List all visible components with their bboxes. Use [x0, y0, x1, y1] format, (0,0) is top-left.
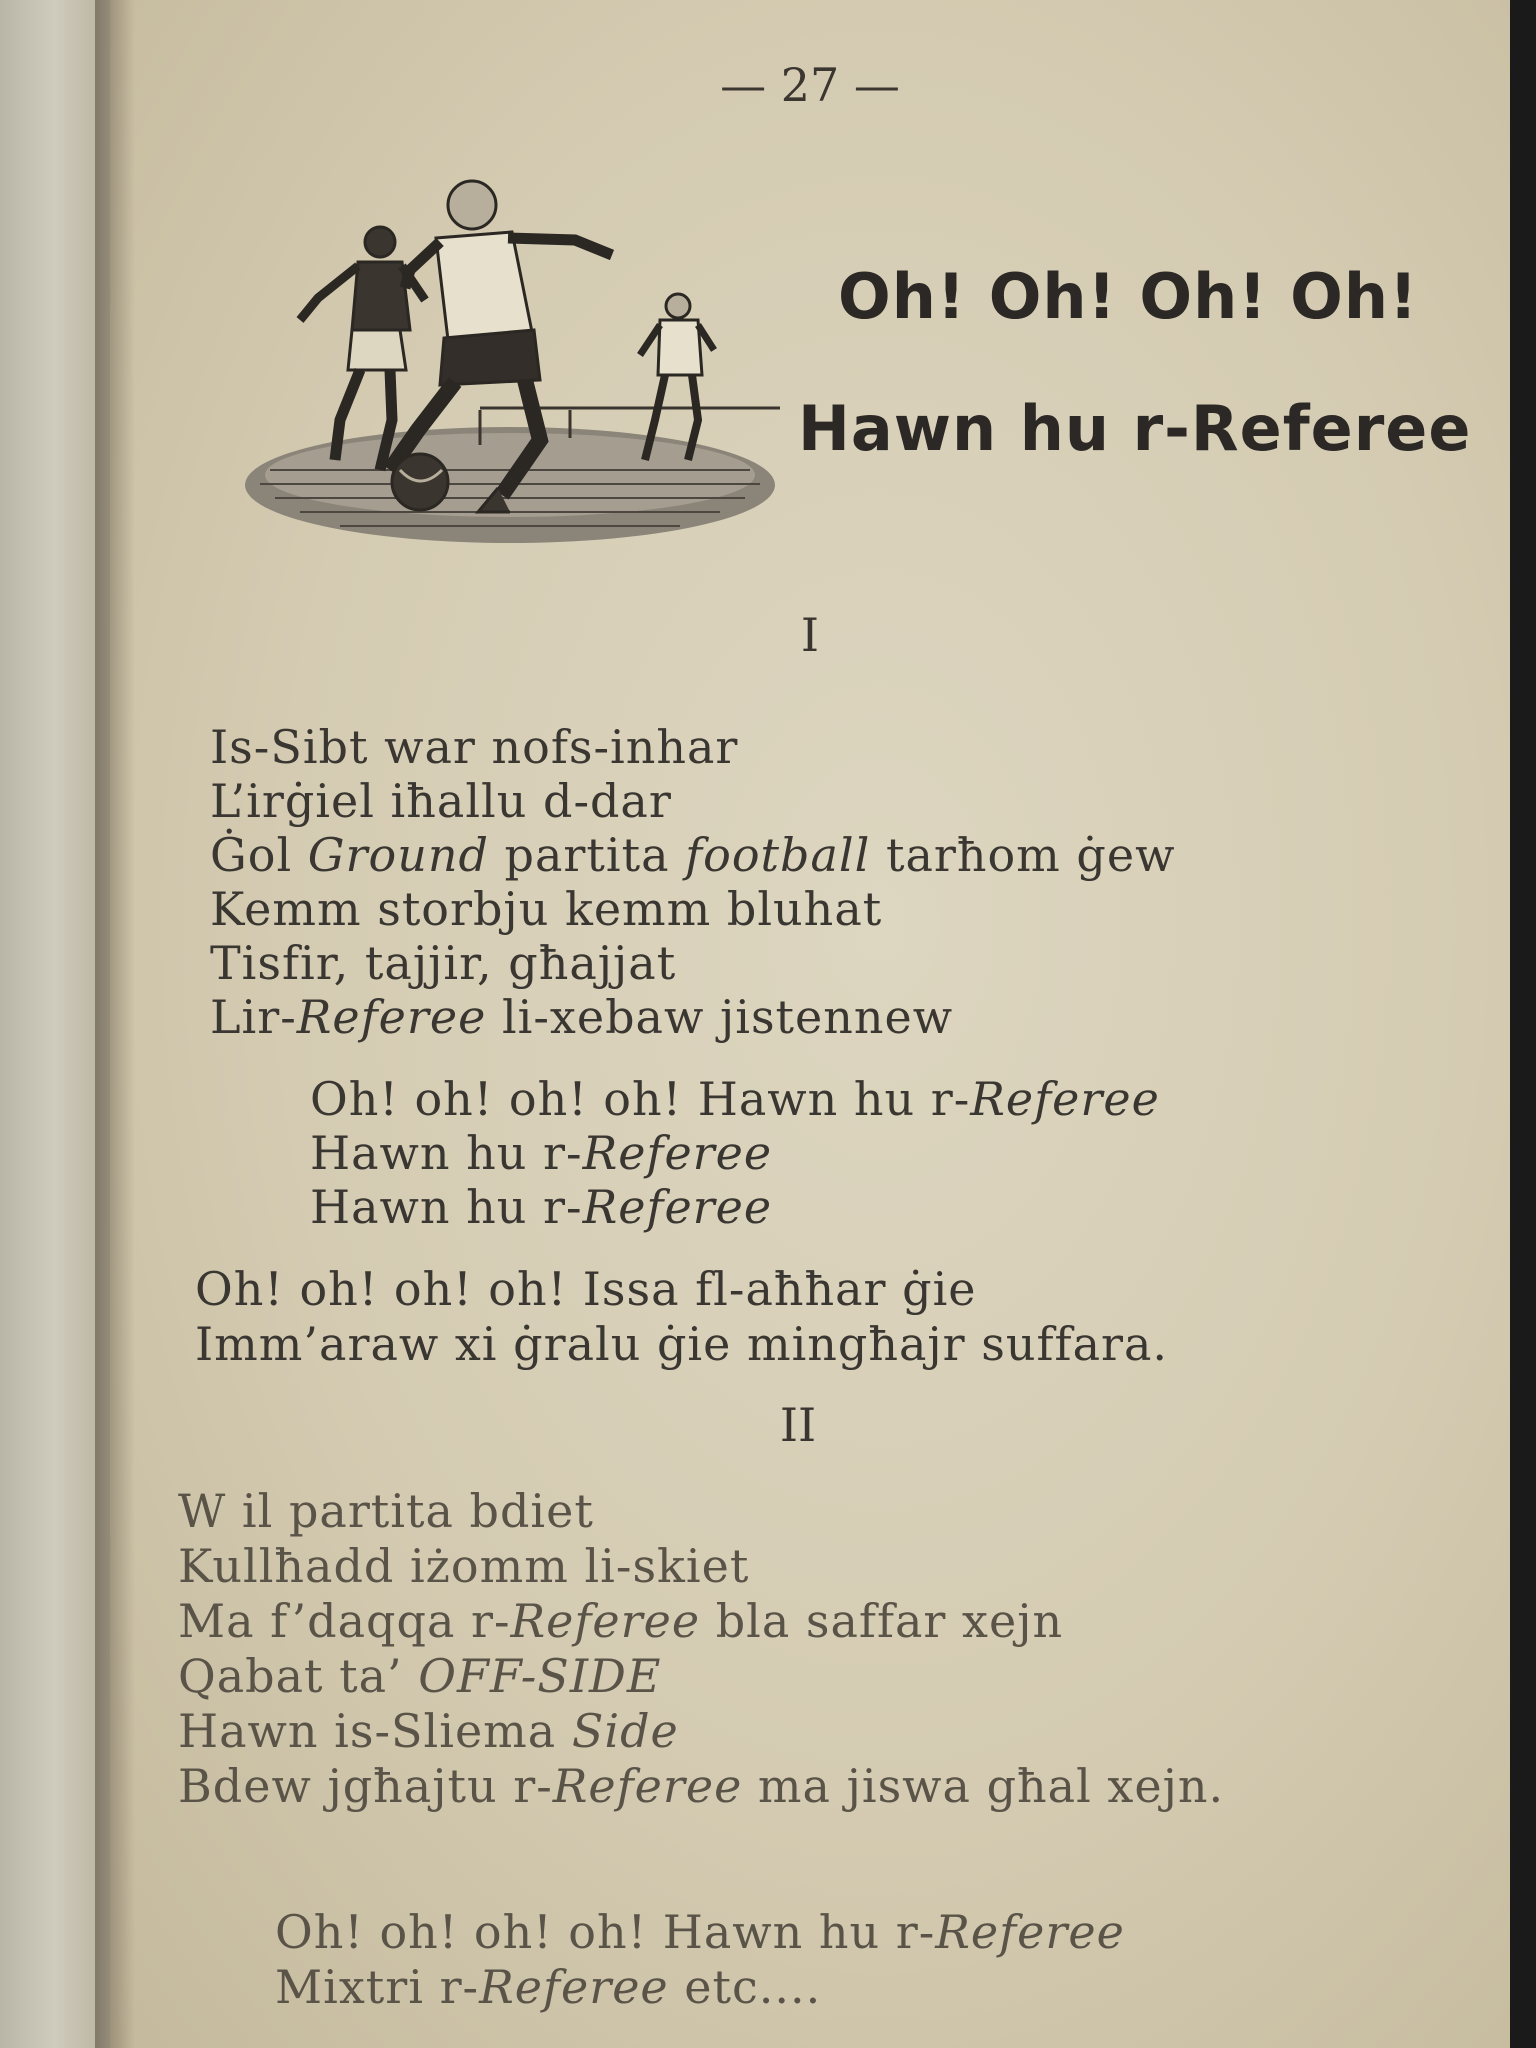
lyric-segment: Kullħadd iżomm li-skiet [178, 1539, 750, 1593]
lyric-italic-segment: Referee [296, 990, 487, 1044]
lyric-italic-segment: Referee [582, 1180, 773, 1234]
lyric-segment: Mixtri r- [275, 1960, 480, 2014]
lyric-italic-segment: OFF-SIDE [418, 1649, 662, 1703]
lyric-italic-segment: football [685, 828, 871, 882]
verse-numeral: II [779, 1398, 817, 1452]
lyric-line [210, 720, 738, 774]
lyric-line [310, 1180, 772, 1234]
lyric-line [210, 774, 672, 828]
lyric-line [195, 1262, 977, 1316]
lyric-segment: etc.... [668, 1960, 822, 2014]
lyric-segment: Ġol [210, 828, 308, 882]
lyric-line [195, 1317, 1168, 1371]
lyric-italic-segment: Side [571, 1704, 679, 1758]
lyric-segment: Tisfir, tajjir, għajjat [210, 936, 677, 990]
lyric-line [178, 1594, 1063, 1648]
lyric-line [275, 1960, 821, 2014]
lyric-italic-segment: Referee [970, 1072, 1160, 1126]
lyric-segment: L’irġiel iħallu d-dar [210, 774, 672, 828]
page-gutter-shadow [95, 0, 135, 2048]
lyric-italic-segment: Referee [479, 1960, 669, 2014]
lyric-segment: Hawn hu r- [310, 1126, 583, 1180]
lyric-line [275, 1905, 1125, 1959]
left-page-edge [0, 0, 110, 2048]
lyric-line [210, 990, 953, 1044]
dark-background-edge [1510, 0, 1536, 2048]
lyric-line [310, 1126, 772, 1180]
lyric-segment: Imm’araw xi ġralu ġie mingħajr suffara. [195, 1317, 1169, 1371]
lyric-segment: Is-Sibt war nofs-inhar [210, 720, 739, 774]
lyric-italic-segment: Referee [510, 1594, 701, 1648]
lyric-segment: Oh! oh! oh! oh! Hawn hu r- [310, 1072, 971, 1126]
right-player-figure [640, 294, 714, 460]
lyric-segment: tarħom ġew [870, 828, 1176, 882]
lyric-segment: Oh! oh! oh! oh! Issa fl-aħħar ġie [195, 1262, 977, 1316]
lyric-segment: li-xebaw jistennew [486, 990, 954, 1044]
lyric-segment: W il partita bdiet [178, 1484, 594, 1538]
lyric-line [178, 1759, 1224, 1813]
lyric-italic-segment: Referee [552, 1759, 743, 1813]
lyric-segment: Lir- [210, 990, 297, 1044]
lyric-line [178, 1484, 594, 1538]
lyric-segment: Hawn hu r- [310, 1180, 583, 1234]
lyric-line [210, 882, 882, 936]
lyric-italic-segment: Ground [307, 828, 489, 882]
lyric-line [178, 1539, 749, 1593]
lyric-line [210, 828, 1175, 882]
football-players-illustration [240, 170, 800, 560]
lyric-line [178, 1649, 661, 1703]
lyric-segment: partita [488, 828, 686, 882]
song-title-line-1: Oh! Oh! Oh! Oh! [838, 260, 1419, 333]
lyric-segment: Hawn is-Sliema [178, 1704, 572, 1758]
lyric-segment: Ma f’daqqa r- [178, 1594, 511, 1648]
lyric-line [310, 1072, 1160, 1126]
page-number: — 27 — [720, 58, 900, 112]
song-title-line-2: Hawn hu r-Referee [798, 392, 1472, 465]
lyric-italic-segment: Referee [935, 1905, 1125, 1959]
lyric-segment: Bdew jgħajtu r- [178, 1759, 553, 1813]
lyric-italic-segment: Referee [582, 1126, 773, 1180]
lyric-segment: Oh! oh! oh! oh! Hawn hu r- [275, 1905, 936, 1959]
lyric-segment: ma jiswa għal xejn. [742, 1759, 1225, 1813]
lyric-line [178, 1704, 679, 1758]
verse-numeral: I [800, 608, 820, 662]
lyric-segment: Qabat ta’ [178, 1649, 419, 1703]
lyric-segment: Kemm storbju kemm bluhat [210, 882, 883, 936]
lyric-line [210, 936, 676, 990]
lyric-segment: bla saffar xejn [700, 1594, 1064, 1648]
